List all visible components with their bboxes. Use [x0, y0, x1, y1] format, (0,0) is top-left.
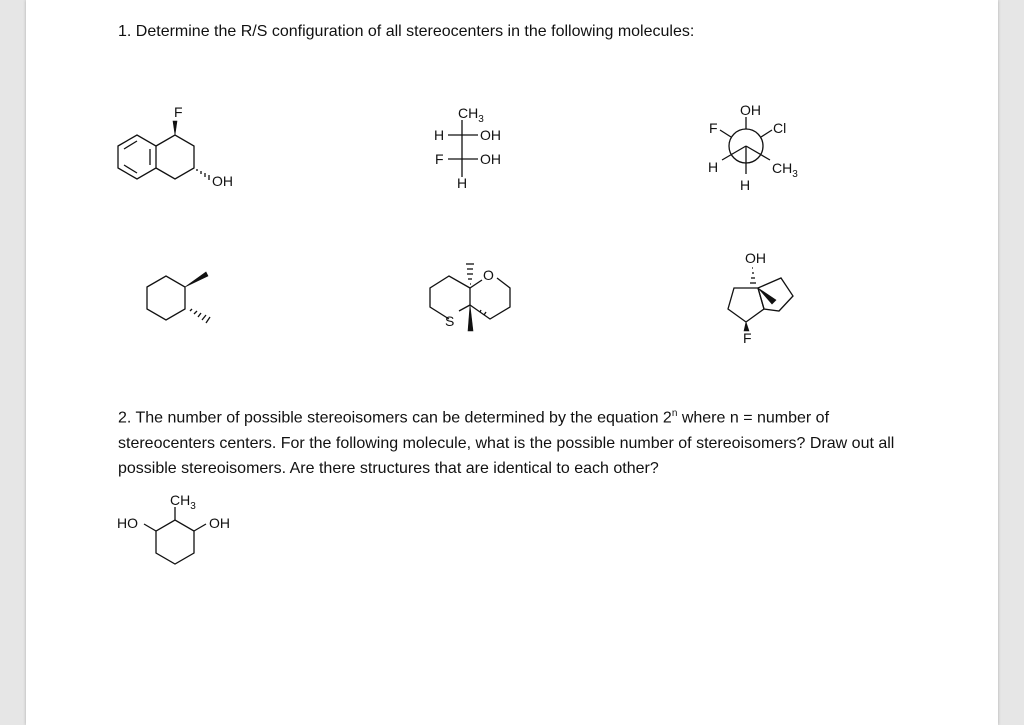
mol1-f-label: F — [174, 104, 183, 120]
mol2-f-label: F — [435, 151, 444, 167]
mol3-f-label: F — [709, 120, 718, 136]
mol3-ch-label: $CH_3$ — [772, 160, 798, 180]
question-2-exponent: n — [671, 408, 678, 419]
mol2-h-top-label: H — [434, 127, 445, 143]
mol2-oh-top-label: OH — [480, 127, 501, 143]
mol5-o-label: O — [483, 267, 494, 283]
mol7-ch-label: $CH_3$ — [170, 492, 196, 512]
question-2-part2: where n = number of stereocenters centers. For the following molecule, what is the possible number of stereoisomers? Draw out all possible stereoisomers. Are there structures that are identical to each other? — [118, 409, 895, 478]
mol6-f-label: F — [743, 330, 752, 346]
mol2-oh-bottom-label: OH — [480, 151, 501, 167]
mol3-h-bottom-label: H — [740, 177, 751, 193]
question-2-part1: 2. The number of possible stereoisomers can be determined by the equation 2 — [118, 409, 672, 427]
mol3-cl-label: Cl — [773, 120, 787, 136]
mol7-ho-label: HO — [117, 515, 138, 531]
mol2-ch-label: $CH_3$ — [458, 105, 484, 125]
mol5-s-label: S — [445, 313, 455, 329]
mol7-oh-label: OH — [209, 515, 230, 531]
mol6-oh-label: OH — [745, 250, 766, 266]
question-1-text: 1. Determine the R/S configuration of all stereocenters in the following molecules: — [118, 23, 695, 40]
mol3-h-left-label: H — [708, 159, 719, 175]
mol2-h-bottom-label: H — [457, 175, 468, 191]
mol1-oh-label: OH — [212, 173, 233, 189]
mol3-oh-label: OH — [740, 102, 761, 118]
